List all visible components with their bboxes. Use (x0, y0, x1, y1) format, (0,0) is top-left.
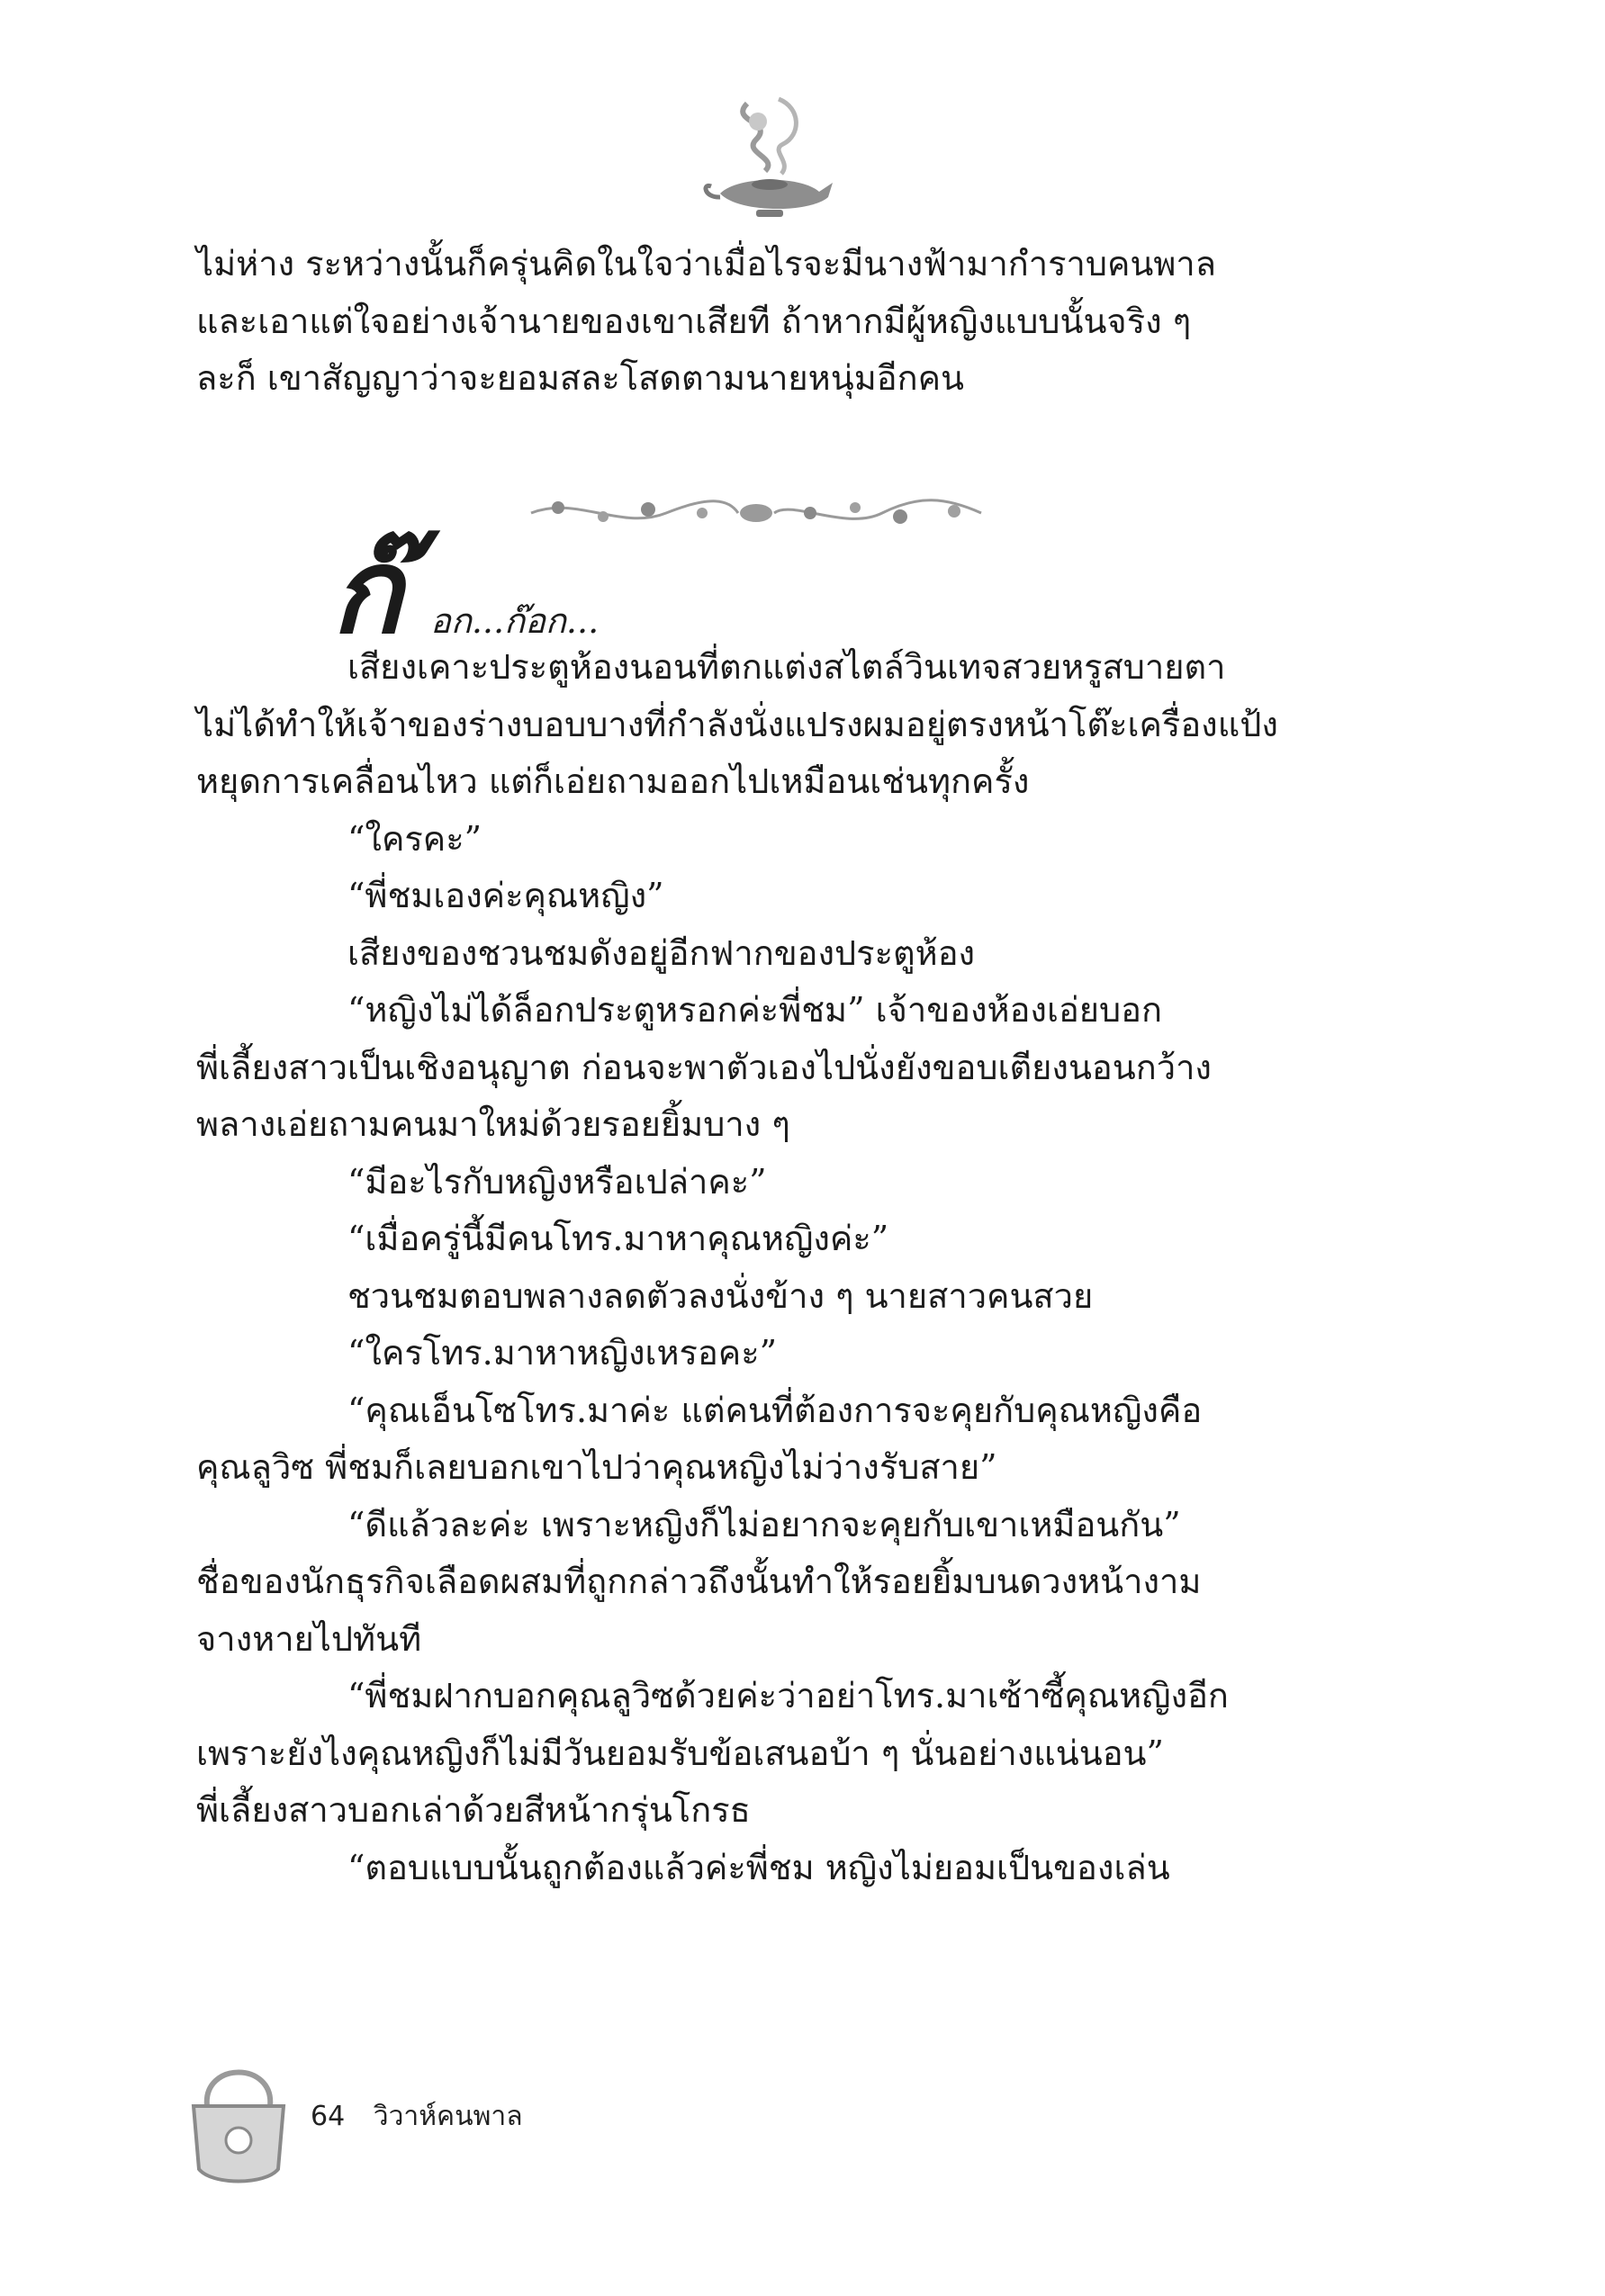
text-line: “พี่ชมเองค่ะคุณหญิง” (347, 876, 664, 915)
page-footer (185, 2043, 635, 2205)
text-line: หยุดการเคลื่อนไหว แต่ก็เอ่ยถามออกไปเหมือนเช่นทุกครั้ง (196, 761, 1030, 801)
text-line: “มีอะไรกับหญิงหรือเปล่าคะ” (347, 1161, 767, 1202)
text-line: และเอาแต่ใจอย่างเจ้านายของเขาเสียที ถ้าหากมีผู้หญิงแบบนั้นจริง ๆ (196, 301, 1192, 341)
opening-paragraph (196, 236, 1330, 408)
text-line: เสียงของชวนชมดังอยู่อีกฟากของประตูห้อง (347, 932, 976, 973)
text-line: “ใครคะ” (347, 818, 482, 859)
text-line: เสียงเคาะประตูห้องนอนที่ตกแต่งสไตล์วินเทจสวยหรูสบายตา (347, 647, 1226, 687)
text-line: ชวนชมตอบพลางลดตัวลงนั่งข้าง ๆ นายสาวคนสวย (347, 1275, 1094, 1316)
text-line: “ตอบแบบนั้นถูกต้องแล้วค่ะพี่ชม หญิงไม่ยอมเป็นของเล่น (347, 1847, 1170, 1887)
body-text (196, 639, 1330, 1896)
text-line: จางหายไปทันที (196, 1618, 422, 1659)
book-title: วิวาห์คนพาล (373, 2101, 523, 2132)
text-line: ชื่อของนักธุรกิจเลือดผสมที่ถูกกล่าวถึงนั้นทำให้รอยยิ้มบนดวงหน้างาม (196, 1562, 1202, 1601)
text-line: “เมื่อครู่นี้มีคนโทร.มาหาคุณหญิงค่ะ” (347, 1219, 889, 1258)
drop-cap: ก๊ (331, 522, 402, 660)
text-line: “หญิงไม่ได้ล็อกประตูหรอกค่ะพี่ชม” เจ้าของห้องเอ่ยบอก (347, 990, 1163, 1030)
text-line: “ใครโทร.มาหาหญิงเหรอคะ” (347, 1333, 778, 1373)
floral-divider-icon (522, 486, 990, 540)
text-line: พี่เลี้ยงสาวเป็นเชิงอนุญาต ก่อนจะพาตัวเองไปนั่งยังขอบเตียงนอนกว้าง (196, 1047, 1212, 1087)
text-line: ละก็ เขาสัญญาว่าจะยอมสละโสดตามนายหนุ่มอีกคน (196, 358, 964, 398)
magic-lamp-icon (693, 86, 846, 239)
text-line: ไม่ห่าง ระหว่างนั้นก็ครุ่นคิดในใจว่าเมื่อไรจะมีนางฟ้ามากำราบคนพาล (196, 244, 1217, 284)
drop-cap-continuation: อก...ก๊อก... (430, 601, 600, 641)
text-line: ไม่ได้ทำให้เจ้าของร่างบอบบางที่กำลังนั่งแปรงผมอยู่ตรงหน้าโต๊ะเครื่องแป้ง (196, 704, 1278, 744)
text-line: “ดีแล้วละค่ะ เพราะหญิงก็ไม่อยากจะคุยกับเขาเหมือนกัน” (347, 1504, 1181, 1544)
text-line: “พี่ชมฝากบอกคุณลูวิซด้วยค่ะว่าอย่าโทร.มาเซ้าซี้คุณหญิงอีก (347, 1676, 1229, 1715)
text-line: พลางเอ่ยถามคนมาใหม่ด้วยรอยยิ้มบาง ๆ (196, 1104, 790, 1144)
text-line: “คุณเอ็นโซโทร.มาค่ะ แต่คนที่ต้องการจะคุยกับคุณหญิงคือ (347, 1390, 1203, 1430)
text-line: เพราะยังไงคุณหญิงก็ไม่มีวันยอมรับข้อเสนอบ้า ๆ นั่นอย่างแน่นอน” (196, 1733, 1164, 1773)
text-line: คุณลูวิซ พี่ชมก็เลยบอกเขาไปว่าคุณหญิงไม่ว่างรับสาย” (196, 1447, 997, 1487)
text-line: พี่เลี้ยงสาวบอกเล่าด้วยสีหน้ากรุ่นโกรธ (196, 1790, 751, 1830)
handbag-icon (185, 2043, 293, 2187)
page-number: 64 (311, 2101, 346, 2132)
